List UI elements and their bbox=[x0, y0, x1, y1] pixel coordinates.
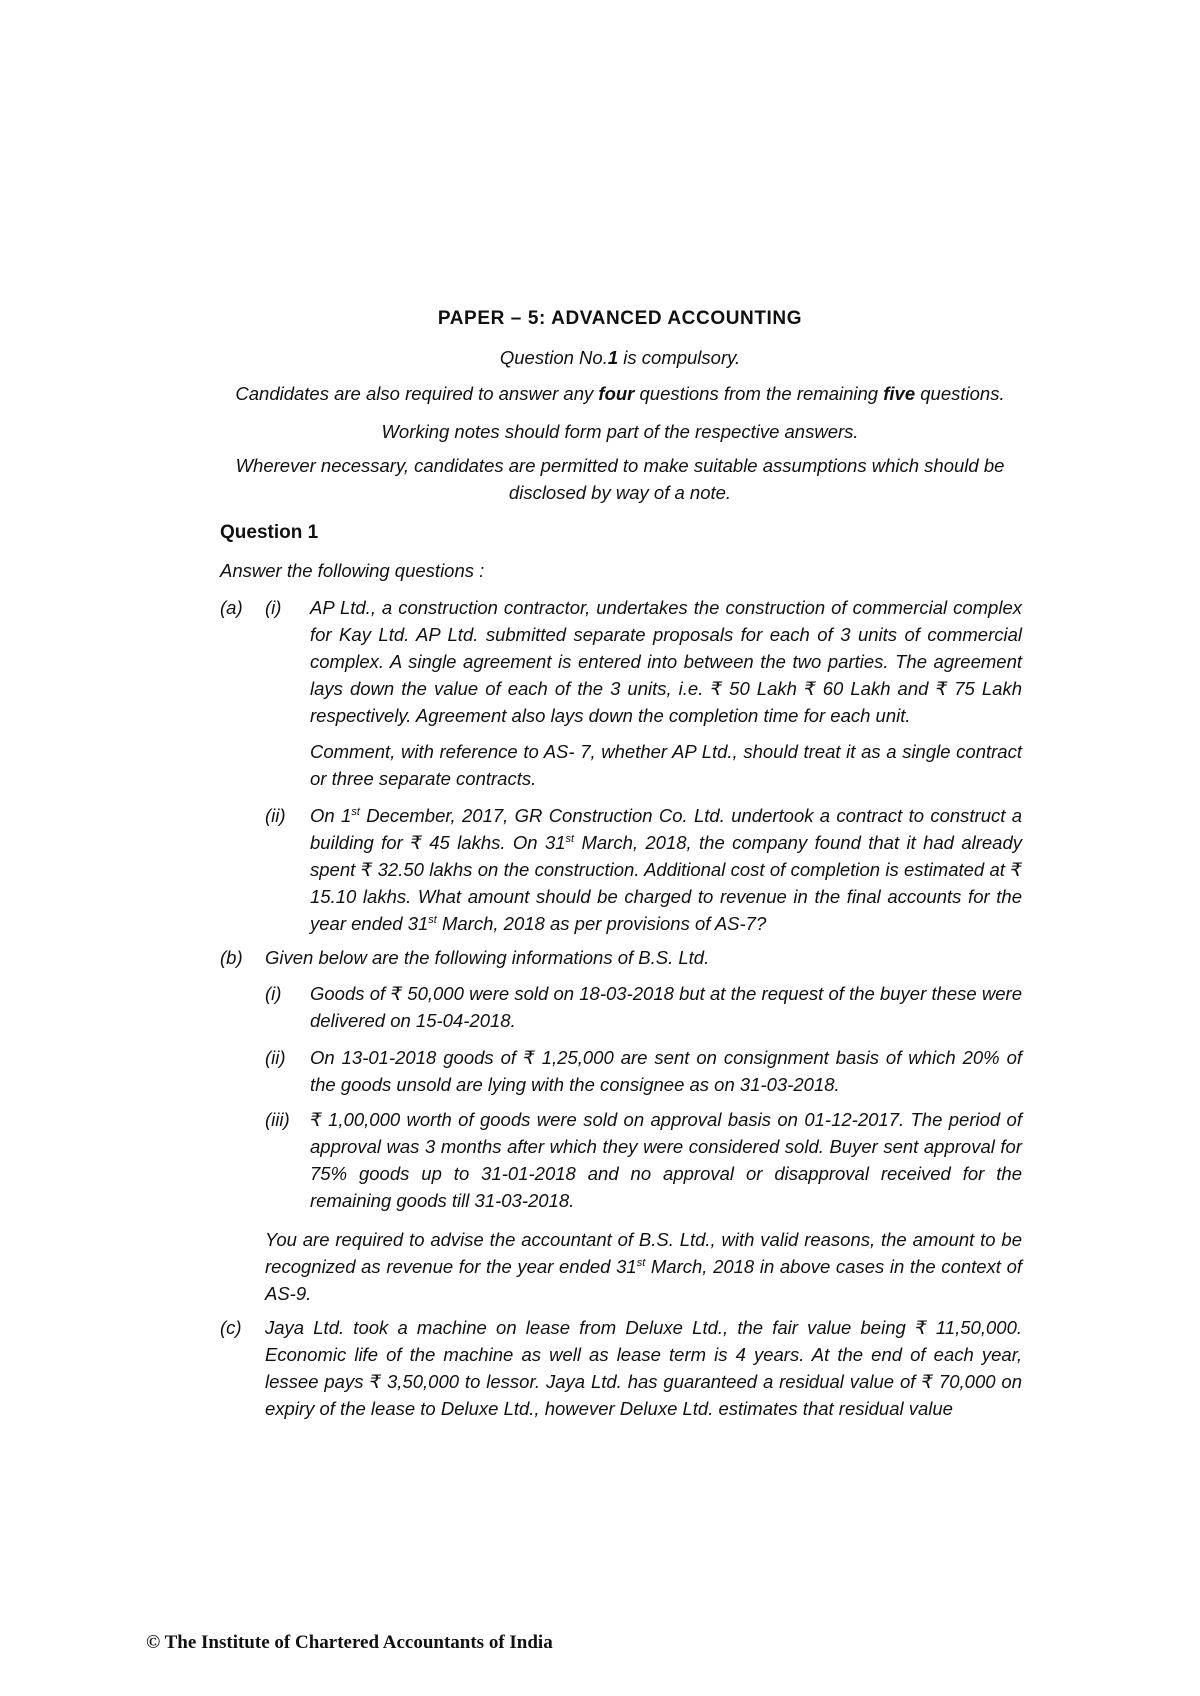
part-b-iii-label: (iii) bbox=[265, 1109, 290, 1130]
part-a-ii-text: On 1st December, 2017, GR Construction Co. Ltd. undertook a contract to construct a building for ₹ 45 lakhs. On 31st March, 2018, the company found that it had already spent ₹ 32.50 lakhs on the construction. Additional cost of completion is estimated at ₹ 15.10 lakhs. What amount should be charged to revenue in the final accounts for the year ended 31st March, 2018 as per provisions of AS-7? bbox=[310, 805, 1023, 934]
part-b-advice: You are required to advise the accountant of B.S. Ltd., with valid reasons, the amount to be recognized as revenue for the year ended 31st March, 2018 in above cases in the context of AS-9. bbox=[265, 1229, 1022, 1304]
part-a-i-label: (i) bbox=[265, 597, 282, 618]
question-1-intro: Answer the following questions : bbox=[220, 560, 485, 581]
paper-title: PAPER – 5: ADVANCED ACCOUNTING bbox=[437, 308, 803, 329]
part-a-label: (a) bbox=[220, 597, 243, 618]
instruction-compulsory: Question No.1 is compulsory. bbox=[499, 347, 741, 368]
part-b-label: (b) bbox=[220, 947, 243, 968]
part-c-label: (c) bbox=[220, 1317, 242, 1338]
part-b-intro: Given below are the following informations of B.S. Ltd. bbox=[265, 947, 710, 968]
part-b-iii-text: ₹ 1,00,000 worth of goods were sold on approval basis on 01-12-2017. The period of approval was 3 months after which they were considered sold. Buyer sent approval for 75% goods up to 31-01-2018 and no approval or disapproval received for the remaining goods till 31-03-2018. bbox=[310, 1109, 1022, 1211]
part-a-ii-label: (ii) bbox=[265, 805, 286, 826]
part-a-i-comment: Comment, with reference to AS- 7, whether AP Ltd., should treat it as a single contract or three separate contracts. bbox=[310, 741, 1022, 789]
question-1-heading: Question 1 bbox=[220, 522, 319, 543]
instruction-assumptions: Wherever necessary, candidates are permitted to make suitable assumptions which should be disclosed by way of a note. bbox=[235, 455, 1005, 503]
copyright-footer: © The Institute of Chartered Accountants of India bbox=[146, 1632, 553, 1653]
part-b-i-text: Goods of ₹ 50,000 were sold on 18-03-2018 but at the request of the buyer these were delivered on 15-04-2018. bbox=[310, 983, 1022, 1031]
instruction-choice: Candidates are also required to answer any four questions from the remaining five questions. bbox=[235, 383, 1005, 404]
part-c-text: Jaya Ltd. took a machine on lease from Deluxe Ltd., the fair value being ₹ 11,50,000. Economic life of the machine as well as lease term is 4 years. At the end of each year, lessee pays ₹ 3,50,000 to lessor. Jaya Ltd. has guaranteed a residual value of ₹ 70,000 on expiry of the lease to Deluxe Ltd., however Deluxe Ltd. estimates that residual value bbox=[265, 1317, 1022, 1419]
instruction-working-notes: Working notes should form part of the respective answers. bbox=[381, 421, 859, 442]
part-b-i-label: (i) bbox=[265, 983, 282, 1004]
part-a-i-text: AP Ltd., a construction contractor, undertakes the construction of commercial complex for Kay Ltd. AP Ltd. submitted separate proposals for each of 3 units of commercial complex. A single agreement is entered into between the two parties. The agreement lays down the value of each of the 3 units, i.e. ₹ 50 Lakh ₹ 60 Lakh and ₹ 75 Lakh respectively. Agreement also lays down the completion time for each unit. bbox=[310, 597, 1022, 726]
part-b-ii-label: (ii) bbox=[265, 1047, 286, 1068]
part-b-ii-text: On 13-01-2018 goods of ₹ 1,25,000 are sent on consignment basis of which 20% of the goods unsold are lying with the consignee as on 31-03-2018. bbox=[310, 1047, 1022, 1095]
